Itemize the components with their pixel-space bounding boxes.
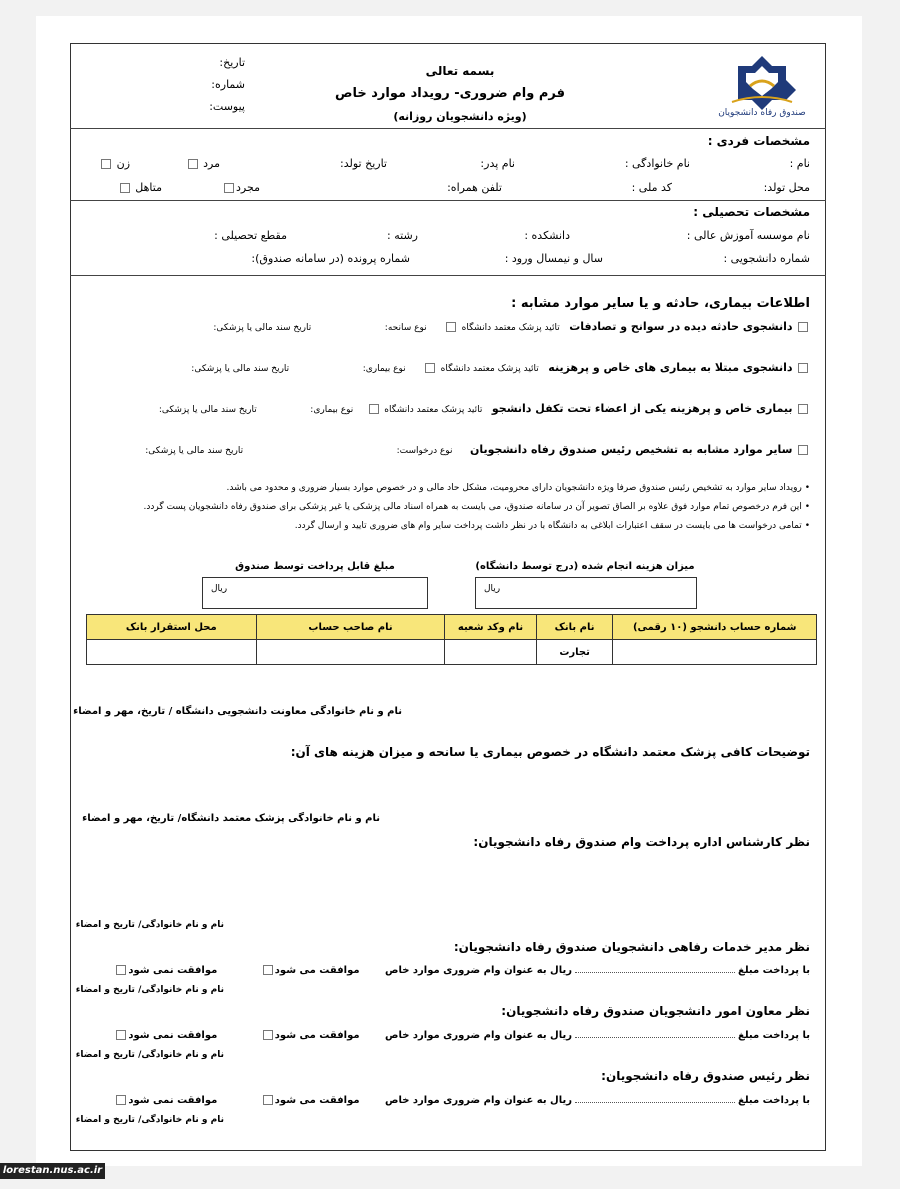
divider	[70, 200, 826, 201]
approve-option[interactable]: موافقت می شود	[261, 1095, 360, 1106]
checkbox-icon	[798, 322, 808, 332]
divider	[70, 128, 826, 129]
reject-option[interactable]: موافقت نمی شود	[114, 1095, 217, 1106]
table-header: نام بانک	[536, 615, 613, 640]
payable-label: مبلغ قابل پرداخت توسط صندوق	[235, 561, 395, 572]
reject-option[interactable]: موافقت نمی شود	[114, 1030, 217, 1041]
incident-row[interactable]: بیماری خاص و پرهزینه یکی از اعضاء تحت تکفل دانشجو تائید پزشک معتمد دانشگاه نوع بیماری: تاریخ سند مالی یا پزشکی:	[159, 402, 810, 415]
checkbox-icon	[116, 1095, 126, 1105]
female-option[interactable]: زن	[99, 157, 130, 170]
approval-heading: نظر رئیس صندوق رفاه دانشجویان:	[601, 1069, 810, 1083]
male-option[interactable]: مرد	[186, 157, 220, 170]
cost-input[interactable]: ریال	[475, 577, 697, 609]
deputy-signature-label: نام و نام خانوادگی معاونت دانشجویی دانشگاه / تاریخ، مهر و امضاء	[73, 706, 402, 717]
mobile-field[interactable]: تلفن همراه:	[447, 181, 502, 194]
checkbox-icon	[263, 1095, 273, 1105]
checkbox-icon	[188, 159, 198, 169]
incident-row[interactable]: دانشجوی مبتلا به بیماری های خاص و پرهزینه تائید پزشک معتمد دانشگاه نوع بیماری: تاریخ سند مالی یا پزشکی:	[191, 361, 810, 374]
doctor-heading: توضیحات کافی پزشک معتمد دانشگاه در خصوص بیماری یا سانحه و میزان هزینه های آن:	[290, 745, 810, 759]
checkbox-icon	[369, 404, 379, 414]
payable-input[interactable]: ریال	[202, 577, 428, 609]
education-heading: مشخصات تحصیلی :	[693, 205, 810, 219]
single-option[interactable]: مجرد	[222, 181, 260, 194]
form-subtitle: (ویژه دانشجویان روزانه)	[393, 110, 527, 123]
table-cell[interactable]	[445, 640, 536, 665]
table-header: نام وکد شعبه	[445, 615, 536, 640]
faculty-field[interactable]: دانشکده :	[524, 229, 570, 242]
bank-table	[86, 614, 817, 665]
institute-field[interactable]: نام موسسه آموزش عالی :	[686, 229, 810, 242]
form-title: فرم وام ضروری- رویداد موارد خاص	[335, 86, 565, 101]
date-label: تاریخ:	[219, 56, 245, 69]
approve-option[interactable]: موافقت می شود	[261, 1030, 360, 1041]
approve-option[interactable]: موافقت می شود	[261, 965, 360, 976]
expert-signature-label: نام و نام خانوادگی/ تاریخ و امضاء	[75, 920, 224, 930]
checkbox-icon	[446, 322, 456, 332]
married-option[interactable]: متاهل	[118, 181, 162, 194]
cost-label: میزان هزینه انجام شده (درج توسط دانشگاه)	[475, 561, 695, 572]
checkbox-icon	[263, 965, 273, 975]
approval-line: با پرداخت مبلغریال به عنوان وام ضروری موارد خاص موافقت می شود موافقت نمی شود	[114, 1095, 810, 1106]
table-cell[interactable]	[87, 640, 257, 665]
national-code-field[interactable]: کد ملی :	[631, 181, 672, 194]
father-field[interactable]: نام پدر:	[480, 157, 515, 170]
site-url-badge[interactable]: lorestan.nus.ac.ir	[0, 1163, 105, 1179]
basmala: بسمه تعالی	[425, 64, 495, 78]
table-header: محل استقرار بانک	[87, 615, 257, 640]
approval-signature-label: نام و نام خانوادگی/ تاریخ و امضاء	[75, 985, 224, 995]
checkbox-icon	[116, 1030, 126, 1040]
birthplace-field[interactable]: محل تولد:	[763, 181, 810, 194]
doctor-signature-label: نام و نام خانوادگی پزشک معتمد دانشگاه/ تاریخ، مهر و امضاء	[82, 813, 380, 824]
level-field[interactable]: مقطع تحصیلی :	[214, 229, 287, 242]
approval-line: با پرداخت مبلغریال به عنوان وام ضروری موارد خاص موافقت می شود موافقت نمی شود	[114, 1030, 810, 1041]
checkbox-icon	[101, 159, 111, 169]
number-label: شماره:	[211, 78, 245, 91]
approval-signature-label: نام و نام خانوادگی/ تاریخ و امضاء	[75, 1115, 224, 1125]
note-item: • رویداد سایر موارد به تشخیص رئیس صندوق صرفا ویژه دانشجویان دارای محرومیت، مشکل حاد مالی و در خصوص موارد بسیار ضروری و محدود می باشد.	[226, 483, 810, 493]
table-cell[interactable]	[613, 640, 817, 665]
divider	[70, 275, 826, 276]
table-header-row	[87, 615, 817, 640]
table-cell[interactable]	[256, 640, 445, 665]
incident-heading: اطلاعات بیماری، حادثه و یا سایر موارد مشابه :	[511, 296, 810, 311]
amount-field[interactable]	[575, 1037, 735, 1038]
note-item: • تمامی درخواست ها می بایست در سقف اعتبارات ابلاغی به دانشگاه با در نظر داشت پرداخت سایر وام های ضروری تایید و ارسال گردد.	[294, 521, 810, 531]
checkbox-icon	[224, 183, 234, 193]
note-item: • این فرم درخصوص تمام موارد فوق علاوه بر الصاق تصویر آن در سامانه صندوق، می بایست به همراه اسناد مالی پزشکی یا غیر پزشکی برای صندوق رفاه دانشجویان پست گردد.	[143, 502, 810, 512]
checkbox-icon	[798, 404, 808, 414]
approval-heading: نظر معاون امور دانشجویان صندوق رفاه دانشجویان:	[501, 1004, 810, 1018]
attachment-label: پیوست:	[209, 100, 245, 113]
expert-heading: نظر کارشناس اداره پرداخت وام صندوق رفاه دانشجویان:	[473, 835, 810, 849]
approval-line: با پرداخت مبلغریال به عنوان وام ضروری موارد خاص موافقت می شود موافقت نمی شود	[114, 965, 810, 976]
file-no-field[interactable]: شماره پرونده (در سامانه صندوق):	[251, 252, 410, 265]
checkbox-icon	[425, 363, 435, 373]
incident-row[interactable]: سایر موارد مشابه به تشخیص رئیس صندوق رفاه دانشجویان نوع درخواست: تاریخ سند مالی یا پزشکی:	[145, 443, 810, 456]
student-no-field[interactable]: شماره دانشجویی :	[723, 252, 810, 265]
amount-field[interactable]	[575, 972, 735, 973]
table-cell[interactable]: تجارت	[536, 640, 613, 665]
fund-logo	[712, 52, 812, 122]
checkbox-icon	[120, 183, 130, 193]
approval-signature-label: نام و نام خانوادگی/ تاریخ و امضاء	[75, 1050, 224, 1060]
family-field[interactable]: نام خانوادگی :	[624, 157, 690, 170]
birthdate-field[interactable]: تاریخ تولد:	[340, 157, 387, 170]
entry-year-field[interactable]: سال و نیمسال ورود :	[504, 252, 603, 265]
checkbox-icon	[263, 1030, 273, 1040]
logo-text: صندوق رفاه دانشجویان	[718, 108, 806, 118]
checkbox-icon	[116, 965, 126, 975]
major-field[interactable]: رشته :	[387, 229, 418, 242]
incident-row[interactable]: دانشجوی حادثه دیده در سوانح و تصادفات تائید پزشک معتمد دانشگاه نوع سانحه: تاریخ سند مالی یا پزشکی:	[213, 320, 810, 333]
table-header: نام صاحب حساب	[256, 615, 445, 640]
reject-option[interactable]: موافقت نمی شود	[114, 965, 217, 976]
personal-heading: مشخصات فردی :	[707, 134, 810, 148]
name-field[interactable]: نام :	[789, 157, 810, 170]
table-header: شماره حساب دانشجو (۱۰ رقمی)	[613, 615, 817, 640]
checkbox-icon	[798, 445, 808, 455]
amount-field[interactable]	[575, 1102, 735, 1103]
checkbox-icon	[798, 363, 808, 373]
table-row[interactable]	[87, 640, 817, 665]
approval-heading: نظر مدیر خدمات رفاهی دانشجویان صندوق رفاه دانشجویان:	[453, 940, 810, 954]
